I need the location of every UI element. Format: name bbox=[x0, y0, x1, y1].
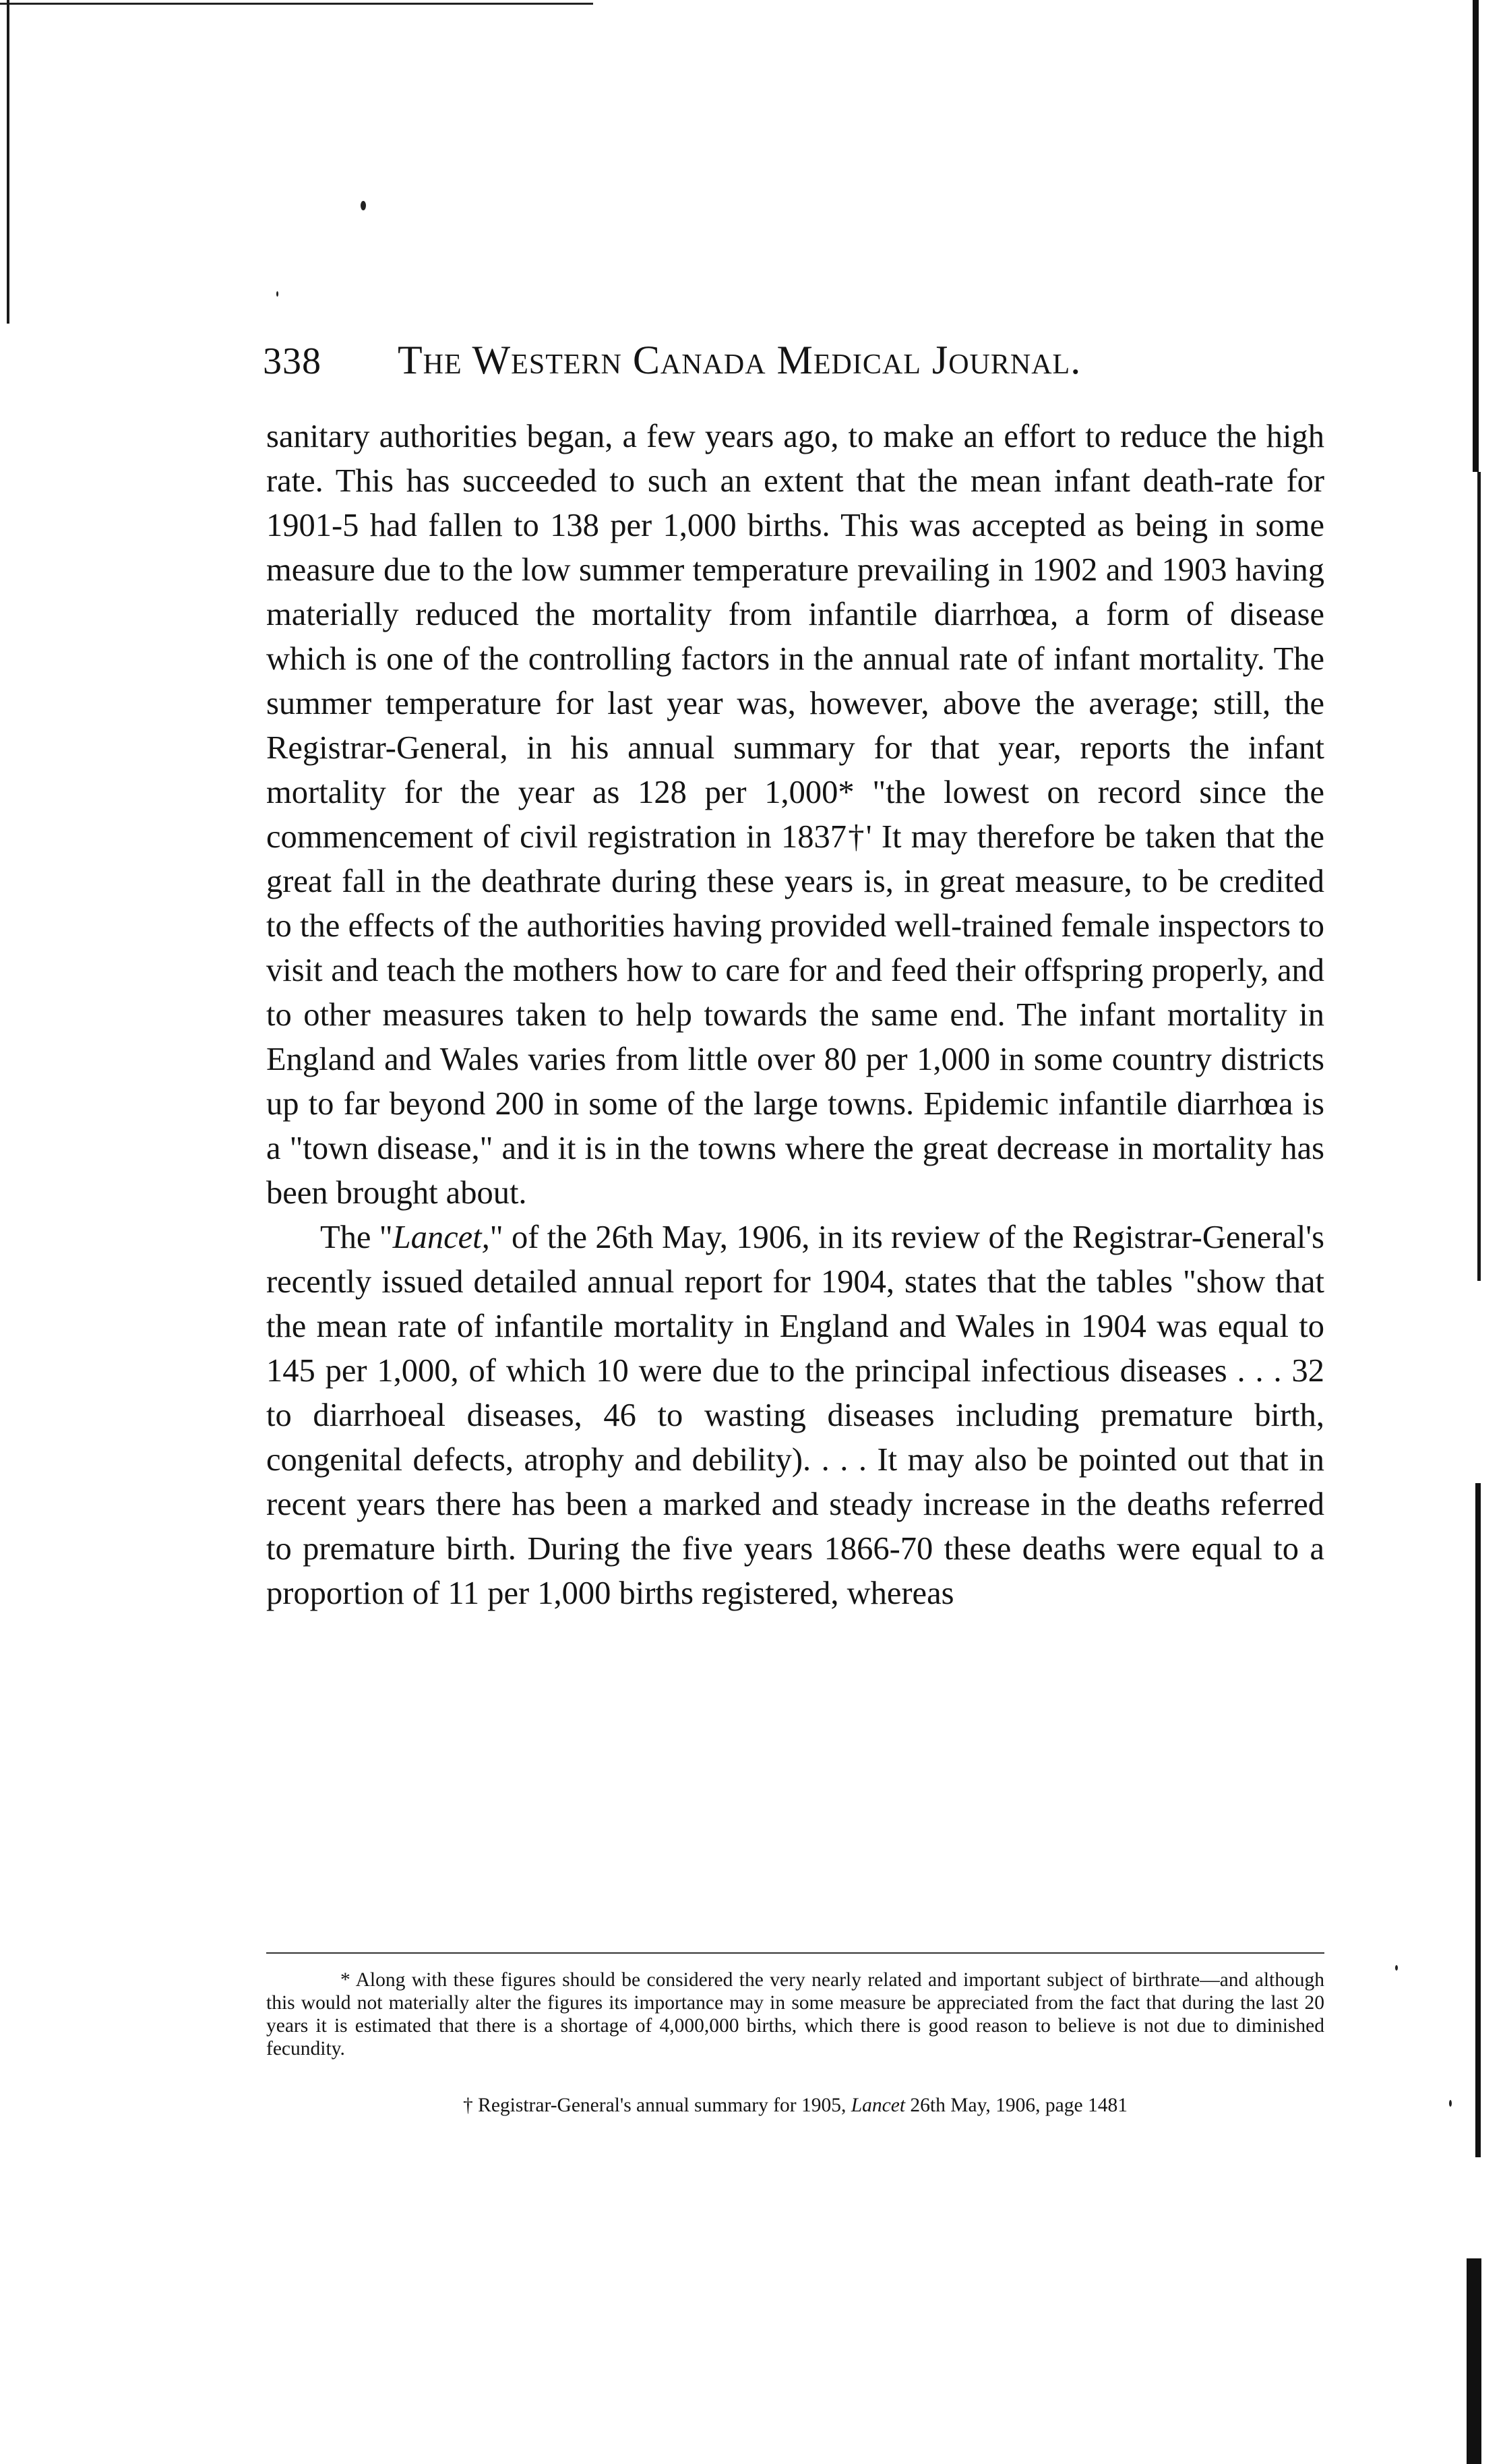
paragraph-rest: " of the 26th May, 1906, in its review of the Registrar-General's recently issued detailed annual report for 1904, states that the tables "show that the mean rate of infantile mortality in England and Wales in 1904 was equal to 145 per 1,000, of which 10 were due to the principal infectious diseases . . . 32 to diarrhoeal diseases, 46 to wasting diseases including premature birth, congenital defects, atrophy and debility). . . . It may also be pointed out that in recent years there has been a marked and steady increase in the deaths referred to premature birth. During the five years 1866-70 these deaths were equal to a proportion of 11 per 1,000 births registered, whereas bbox=[266, 1220, 1325, 1611]
footnote-rule bbox=[266, 1952, 1324, 1954]
scan-speck bbox=[1449, 2100, 1452, 2107]
scan-top-rule bbox=[0, 3, 593, 5]
scan-right-edge bbox=[1467, 2258, 1481, 2464]
footnote-lead: † Registrar-General's annual summary for 1905, bbox=[463, 2095, 851, 2116]
scan-right-edge bbox=[1477, 472, 1481, 1281]
page-number: 338 bbox=[263, 340, 321, 382]
paragraph bbox=[266, 1215, 1324, 1616]
footnotes bbox=[266, 1969, 1324, 2117]
footnote-rest: 26th May, 1906, page 1481 bbox=[905, 2095, 1128, 2116]
scan-left-edge bbox=[7, 0, 9, 324]
paragraph-lead: The " bbox=[320, 1220, 393, 1255]
journal-title-italic: Lancet, bbox=[392, 1220, 490, 1255]
page-header bbox=[263, 337, 1328, 398]
scan-speck bbox=[276, 291, 278, 297]
paragraph: sanitary authorities began, a few years ago, to make an effort to reduce the high rate. This has succeeded to such an extent that the mean infant death-rate for 1901-5 had fallen to 138 per 1,000 births. This was accepted as being in some measure due to the low summer temperature prevailing in 1902 and 1903 having materially reduced the mortality from infantile diarrhœa, a form of disease which is one of the controlling factors in the annual rate of infant mortality. The summer temperature for last year was, however, above the average; still, the Registrar-General, in his annual summary for that year, reports the infant mortality for the year as 128 per 1,000* "the lowest on record since the commencement of civil registration in 1837†' It may therefore be taken that the great fall in the deathrate during these years is, in great measure, to be credited to the effects of the authorities having provided well-trained female inspectors to visit and teach the mothers how to care for and feed their offspring properly, and to other measures taken to help towards the same end. The infant mortality in England and Wales varies from little over 80 per 1,000 in some country districts up to far beyond 200 in some of the large towns. Epidemic infantile diarrhœa is a "town disease," and it is in the towns where the great decrease in mortality has been brought about. bbox=[266, 419, 1324, 1211]
scan-right-edge bbox=[1475, 1483, 1481, 2157]
scan-speck bbox=[1395, 1965, 1398, 1971]
footnote: * Along with these figures should be considered the very nearly related and important subject of birthrate—and although this would not materially alter the figures its importance may in some measure be appreciated from the fact that during the last 20 years it is estimated that there is a shortage of 4,000,000 births, which there is good reason to believe is not due to diminished fecundity. bbox=[266, 1969, 1324, 2060]
body-text bbox=[266, 415, 1324, 1616]
running-head: The Western Canada Medical Journal. bbox=[398, 338, 1082, 382]
scan-right-edge bbox=[1473, 0, 1479, 472]
scan-speck bbox=[361, 201, 366, 210]
footnote bbox=[266, 2094, 1324, 2117]
footnote-journal-italic: Lancet bbox=[851, 2095, 906, 2116]
